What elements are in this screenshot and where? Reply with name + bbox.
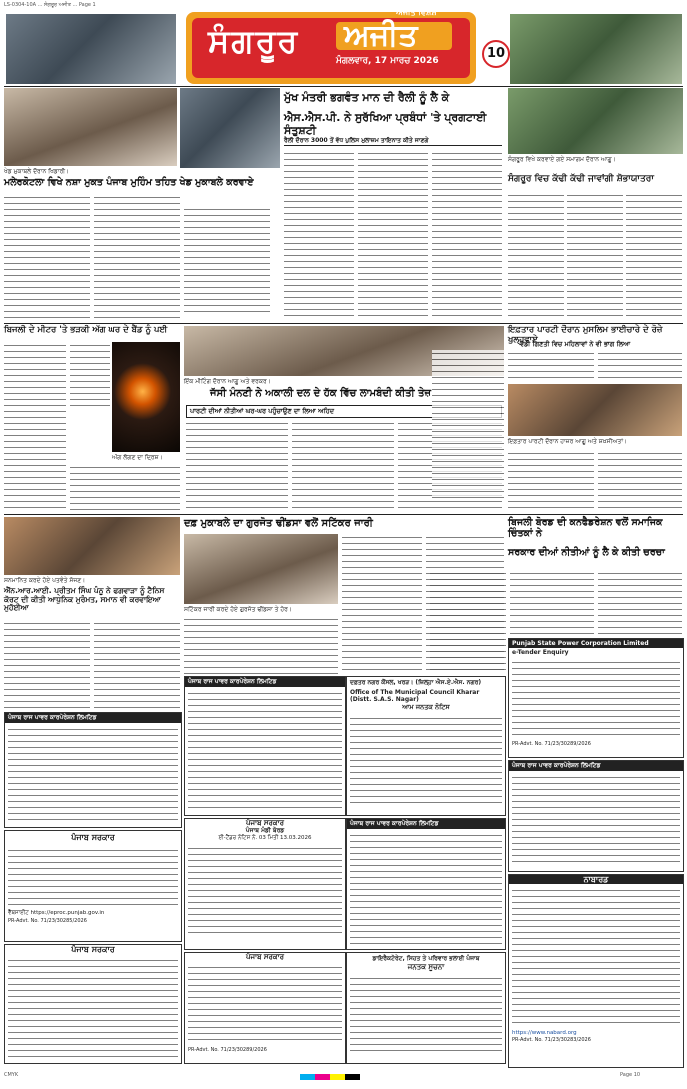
ad-council — [346, 676, 506, 816]
ad-health-title: ਡਾਇਰੈਕਟੋਰੇਟ, ਸਿਹਤ ਤੇ ਪਰਿਵਾਰ ਭਲਾਈ ਪੰਜਾਬ — [372, 955, 480, 962]
ad-nabard-web: https://www.nabard.org — [512, 1030, 577, 1037]
iftar-text-col3 — [508, 450, 594, 512]
masthead-right-photo — [510, 14, 682, 84]
ad-health-notice: ਜਨਤਕ ਸੂਚਨਾ — [407, 963, 445, 971]
ad-council-title-en: Office of The Municipal Council Kharar (Distt. S.A.S. Nagar) — [350, 689, 480, 703]
ad-nabard — [508, 874, 684, 1068]
jassi-text-col2 — [292, 420, 394, 512]
fire-text-col1 — [4, 342, 66, 512]
ad-pspcl — [508, 638, 684, 758]
cm-text-col1 — [284, 150, 354, 320]
ad-pspcl-small-1-title: ਪੰਜਾਬ ਰਾਜ ਪਾਵਰ ਕਾਰਪੋਰੇਸ਼ਨ ਲਿਮਟਿਡ — [185, 677, 345, 687]
ad-punjab-govt-2-sub: ਪੰਜਾਬ ਮੰਡੀ ਬੋਰਡ — [245, 827, 285, 835]
sangrur-caption: ਸੰਗਰੂਰ ਵਿਖੇ ਕਰਵਾਏ ਗਏ ਸਮਾਗਮ ਦੌਰਾਨ ਆਗੂ। — [508, 156, 616, 163]
masthead-left-photo — [6, 14, 176, 84]
ad-pspcl-small-1 — [184, 676, 346, 816]
color-bar — [300, 1074, 360, 1080]
elec-text-col0 — [430, 570, 506, 674]
debate-text-col1 — [342, 534, 422, 674]
award-photo — [4, 517, 180, 575]
iftar-photo — [508, 384, 682, 436]
print-slug: LS-0304-10A ... ਸੰਗਰੂਰ ਅਜੀਤ ... Page 1 — [4, 2, 96, 8]
ad-left-notice-title: ਪੰਜਾਬ ਰਾਜ ਪਾਵਰ ਕਾਰਪੋਰੇਸ਼ਨ ਲਿਮਟਿਡ — [5, 713, 181, 723]
ad-nabard-title: ਨਾਬਾਰਡ — [509, 875, 683, 884]
ad-pspcl-title: Punjab State Power Corporation Limited — [509, 639, 683, 648]
masthead-city: ਸੰਗਰੂਰ — [208, 22, 300, 60]
sports-text-col3 — [184, 206, 270, 314]
ad-punjab-govt-2-title: ਪੰਜਾਬ ਸਰਕਾਰ — [245, 819, 284, 827]
ad-pspcl-small-2 — [346, 818, 506, 950]
ad-right-small — [508, 760, 684, 872]
sangrur-text-col2 — [567, 192, 623, 320]
sports-caption: ਖੇਡ ਮੁਕਾਬਲੇ ਦੌਰਾਨ ਖਿਡਾਰੀ। — [4, 168, 70, 175]
cm-rally-photo — [180, 88, 280, 168]
masthead-edition: ਅਜੀਤ ਵਿਸ਼ੇਸ਼ — [396, 8, 437, 17]
award-text-col2 — [94, 620, 180, 708]
jassi-headline: ਜੱਸੀ ਮੰਨਣੀ ਨੇ ਅਕਾਲੀ ਦਲ ਦੇ ਹੱਕ ਵਿੱਚ ਲਾਮਬੰਦੀ ਕੀਤੀ ਤੇਜ਼ — [210, 388, 432, 399]
ad-right-small-title: ਪੰਜਾਬ ਰਾਜ ਪਾਵਰ ਕਾਰਪੋਰੇਸ਼ਨ ਲਿਮਟਿਡ — [509, 761, 683, 771]
ad-punjab-govt-3-title: ਪੰਜਾਬ ਸਰਕਾਰ — [245, 953, 284, 961]
award-headline: ਐੱਨ.ਆਰ.ਆਈ. ਪ੍ਰੀਤਮ ਸਿੰਘ ਪੰਨੂ ਨੇ ਫਗਵਾੜਾ ਨੂੰ ਟੈਨਿਸ ਕੋਰਟ ਦੀ ਕੀਤੀ ਆਧੁਨਿਕ ਮੁਰੰਮਤ, ਸਮਾਨ ਵੀ ਕਰਵਾਇਆ ਮੁਹੱਈਆ — [4, 586, 165, 613]
ad-council-notice: ਆਮ ਜਨਤਕ ਨੋਟਿਸ — [402, 703, 450, 711]
ad-punjab-govt-2 — [184, 818, 346, 950]
debate-text-col0 — [184, 616, 338, 674]
iftar-caption: ਇਫ਼ਤਾਰ ਪਾਰਟੀ ਦੌਰਾਨ ਹਾਜ਼ਰ ਆਗੂ ਅਤੇ ਸ਼ਖ਼ਸੀਅਤਾਂ। — [508, 438, 628, 445]
ad-council-title-pb: ਦਫ਼ਤਰ ਨਗਰ ਕੌਂਸਲ, ਖਰੜ। (ਜ਼ਿਲ੍ਹਾ ਐਸ.ਏ.ਐਸ. ਨਗਰ) — [350, 679, 482, 686]
fire-photo — [112, 342, 180, 452]
iftar-subhead: ਵੱਡੀ ਗਿਣਤੀ ਵਿਚ ਮਹਿਲਾਵਾਂ ਨੇ ਵੀ ਭਾਗ ਲਿਆ — [520, 340, 631, 348]
masthead-date: ਮੰਗਲਵਾਰ, 17 ਮਾਰਚ 2026 — [336, 56, 439, 66]
sports-text-col2 — [94, 194, 180, 318]
ad-punjab-govt-1-ref: PR-Advt. No. 71/23/30285/2026 — [8, 918, 87, 925]
masthead-banner — [186, 8, 476, 84]
ad-punjab-govt-4 — [4, 944, 182, 1064]
award-text-col1 — [4, 620, 90, 708]
jassi-caption: ਇੱਕ ਮੀਟਿੰਗ ਦੌਰਾਨ ਆਗੂ ਅਤੇ ਵਰਕਰ। — [184, 378, 271, 385]
page-number: 10 — [482, 40, 510, 68]
sangrur-photo — [508, 88, 683, 154]
award-caption: ਸਨਮਾਨਿਤ ਕਰਦੇ ਹੋਏ ਪਤਵੰਤੇ ਸੱਜਣ। — [4, 577, 86, 584]
cm-rally-headline-1: ਮੁੱਖ ਮੰਤਰੀ ਭਗਵੰਤ ਮਾਨ ਦੀ ਰੈਲੀ ਨੂੰ ਲੈ ਕੇ — [284, 91, 450, 104]
ad-punjab-govt-1-title: ਪੰਜਾਬ ਸਰਕਾਰ — [71, 833, 115, 842]
fire-caption: ਅੱਗ ਲੱਗਣ ਦਾ ਦ੍ਰਿਸ਼। — [112, 454, 163, 461]
ad-punjab-govt-1 — [4, 830, 182, 942]
ad-pspcl-notice: e-Tender Enquiry — [512, 649, 569, 656]
sports-text-col1 — [4, 194, 90, 318]
sangrur-text-col3 — [626, 192, 682, 320]
jassi-subhead: ਪਾਰਟੀ ਦੀਆਂ ਨੀਤੀਆਂ ਘਰ-ਘਰ ਪਹੁੰਚਾਉਣ ਦਾ ਲਿਆ ਅਹਿਦ — [186, 405, 502, 418]
debate-photo — [184, 534, 338, 604]
footer-left-mark: CMYK — [4, 1072, 19, 1078]
elec-text-col2 — [598, 570, 682, 636]
ad-health — [346, 952, 506, 1064]
iftar-text-col0 — [432, 350, 504, 500]
sports-headline: ਮਲੇਰਕੋਟਲਾ ਵਿਖੇ ਨਸ਼ਾ ਮੁਕਤ ਪੰਜਾਬ ਮੁਹਿੰਮ ਤਹਿਤ ਖੇਡ ਮੁਕਾਬਲੇ ਕਰਵਾਏ — [4, 177, 254, 188]
elec-text-col1 — [510, 570, 594, 636]
jassi-text-col1 — [186, 420, 288, 512]
ad-punjab-govt-2-tender: ਈ-ਟੈਂਡਰ ਨੋਟਿਸ ਨੰ. 03 ਮਿਤੀ 13.03.2026 — [218, 835, 312, 842]
masthead-paper: ਅਜੀਤ — [344, 18, 418, 53]
cm-text-col3 — [432, 150, 502, 320]
fire-headline: ਬਿਜਲੀ ਦੇ ਮੀਟਰ 'ਤੇ ਭੜਕੀ ਅੱਗ ਘਰ ਦੇ ਬੈਂਡ ਨੂੰ ਪਈ — [4, 325, 168, 335]
ad-left-notice — [4, 712, 182, 828]
fire-text-col2 — [70, 342, 110, 406]
fire-text-col3 — [70, 464, 180, 512]
iftar-text-col1 — [508, 350, 594, 380]
ad-punjab-govt-1-web: ਵੈੱਬਸਾਈਟ https://eproc.punjab.gov.in — [8, 910, 105, 917]
iftar-text-col2 — [598, 350, 682, 380]
electricity-headline-1: ਬਿਜਲੀ ਬੋਰਡ ਦੀ ਕਨਫੈਡਰੇਸ਼ਨ ਵਲੋਂ ਸਮਾਜਿਕ ਚਿੰਤਕਾਂ ਨੇ — [508, 517, 663, 539]
cm-rally-headline-2: ਐਸ.ਐਸ.ਪੀ. ਨੇ ਸੁਰੱਖਿਆ ਪ੍ਰਬੰਧਾਂ 'ਤੇ ਪ੍ਰਗਟਾਈ ਸੰਤੁਸ਼ਟੀ — [284, 111, 487, 137]
debate-caption: ਸਟਿੱਕਰ ਜਾਰੀ ਕਰਦੇ ਹੋਏ ਗੁਰਜੋਤ ਢੀਂਡਸਾ ਤੇ ਹੋਰ। — [184, 606, 292, 613]
electricity-headline-2: ਸਰਕਾਰ ਦੀਆਂ ਨੀਤੀਆਂ ਨੂੰ ਲੈ ਕੇ ਕੀਤੀ ਚਰਚਾ — [508, 547, 665, 558]
sangrur-headline: ਸੰਗਰੂਰ ਵਿਚ ਕੱਢੀ ਕੱਢੀ ਜਾਵਾਂਗੀ ਸ਼ੋਭਾਯਾਤਰਾ — [508, 174, 654, 184]
sangrur-text-col1 — [508, 192, 564, 320]
ad-pspcl-ref: PR-Advt. No. 71/23/30289/2026 — [512, 741, 591, 747]
cm-rally-subhead: ਰੈਲੀ ਦੌਰਾਨ 3000 ਤੋਂ ਵੱਧ ਪੁਲਿਸ ਮੁਲਾਜ਼ਮ ਤਾਇਨਾਤ ਕੀਤੇ ਜਾਣਗੇ — [284, 137, 502, 146]
footer-right-mark: Page 10 — [620, 1072, 641, 1078]
ad-punjab-govt-3 — [184, 952, 346, 1064]
ad-punjab-govt-3-ref: PR-Advt. No. 71/23/30289/2026 — [188, 1047, 267, 1054]
iftar-headline: ਇਫ਼ਤਾਰ ਪਾਰਟੀ ਦੌਰਾਨ ਮੁਸਲਿਮ ਭਾਈਚਾਰੇ ਦੇ ਰੋਜ਼ੇ ਖੁਲ੍ਹਵਾਏ — [508, 325, 663, 345]
sports-photo — [4, 88, 177, 166]
ad-pspcl-small-2-title: ਪੰਜਾਬ ਰਾਜ ਪਾਵਰ ਕਾਰਪੋਰੇਸ਼ਨ ਲਿਮਟਿਡ — [347, 819, 505, 829]
ad-punjab-govt-4-title: ਪੰਜਾਬ ਸਰਕਾਰ — [71, 945, 115, 954]
cm-text-col2 — [358, 150, 428, 320]
iftar-text-col4 — [598, 450, 682, 512]
ad-nabard-ref: PR-Advt. No. 71/23/30283/2026 — [512, 1037, 591, 1044]
debate-headline: ਦਫ਼ ਮੁਕਾਬਲੇ ਦਾ ਗੁਰਜੋਤ ਢੀਂਡਸਾ ਵਲੋਂ ਸਟਿੱਕਰ ਜਾਰੀ — [184, 518, 373, 529]
